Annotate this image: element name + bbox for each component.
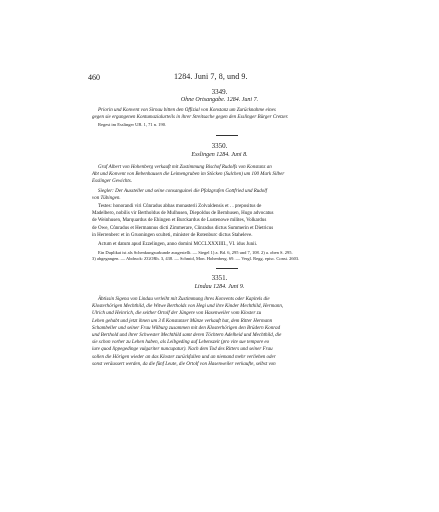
entry-regest <box>92 107 392 121</box>
regest-line: Klosterhörigen Mechthild, die Witwe Bertholds von Hegi und ihre Kinder Mechthild, Hermann, <box>92 304 284 310</box>
entry-separator <box>216 268 238 269</box>
regest-line: gegen sie ergangenen Kontumazialurteils in ihrer Streitsache gegen den Esslinger Bürger Cretzer. <box>92 115 289 121</box>
regest-line: Abt und Konvent von Bebenhausen die Leimengruben im Stöcken (Sulchen) um 100 Mark Silber <box>92 172 285 178</box>
regest-line: Esslinger Gewichts. <box>92 179 132 185</box>
regest-line: Graf Albert von Hohenberg verkauft mit Zustimmung Bischof Rudolfs von Konstanz an <box>98 165 272 170</box>
entry-notes <box>92 122 392 128</box>
note-line: Regest im Esslinger UB. 1, 71 n. 190. <box>98 122 167 127</box>
page-number: 460 <box>88 73 100 82</box>
regest-line: Lehen gehabt und jetzt ihnen um 3 ß Konstanzer Münze verkauft hat, dem Ritter Hermann <box>92 318 273 324</box>
note-line: Ein Duplikat ist als Schenkungsurkunde ausgestellt. — Siegel 1) a. Bd. 6, 295 und 7, 108. 2) a. oben S. 295. <box>98 250 293 255</box>
regest-line: Schambeller und seiner Frau Wilburg zusammen mit den Klosterhörigen den Brüdern Konrad <box>92 325 281 331</box>
testes-line: de Weinhusen, Marquardus de Ehingen et Burckardus de Lustenowe milites, Volkardus <box>92 218 267 224</box>
entry-siegler <box>92 188 392 202</box>
entry-dateline: Esslingen 1284. Juni 8. <box>191 152 248 158</box>
testes-line: Testes: honorandi viri Cůnradus abbas monasterii Zolvaldensis et . . prepositus de <box>98 204 262 209</box>
testes-line: de Owe, Cůnradus et Hermannus dicti Zimmerare, Cůnradus dictus Summerin et Dietricus <box>92 225 274 231</box>
regest-line: sonst veräussert werden, da die fünf Leute, die Ortolf von Hasenweiler verkaufte, selbst von <box>92 361 276 367</box>
siegler-line: von Tübingen. <box>92 196 121 202</box>
entry-testes <box>92 203 392 239</box>
entry-regest <box>92 296 392 368</box>
running-title: 1284. Juni 7, 8, und 9. <box>174 72 248 81</box>
testes-line: Madelbero, nobilis vir Bertholdus de Mulhusen, Diepoldus de Bernhusen, Hugo advocatus <box>92 211 274 217</box>
entry-regest <box>92 164 392 186</box>
regest-line: Priorin und Konvent von Sirnau bitten den Offizial von Konstanz um Zurücknahme eines <box>98 108 276 113</box>
siegler-line: Siegler: Der Aussteller und seine consanguinei die Pfalzgrafen Gottfried und Rudolf <box>98 189 268 194</box>
entry-number: 3349. <box>211 88 228 96</box>
regest-line: sollen die Hörigen wieder an das Kloster zurückfallen und an niemand mehr verliehen oder <box>92 354 276 360</box>
testes-line: in Herrenberc et in Gruoningen sculteti, minister de Rotenburc dictus Staheleve. <box>92 232 253 238</box>
regest-line: Ulrich und Heinrich, die seither Ortolf der Jüngere von Hasenweiler vom Kloster zu <box>92 311 262 317</box>
entry-number: 3350. <box>211 142 228 150</box>
regest-line: sie schon vorher zu Lehen haben, als Leibgeding auf Lebenszeit (pro vite sue tempore eo <box>92 340 270 346</box>
regest-line: und Berthold und ihrer Schwester Mechthild samt deren Töchtern Adelheid und Mechthild, die <box>92 333 282 339</box>
regest-line: Äbtissin Sigena von Lindau verleiht mit Zustimmung ihres Konvents oder Kapitels die <box>98 297 270 302</box>
entry-dateline: Ohne Ortsangabe. 1284. Juni 7. <box>180 97 259 103</box>
regest-line: iure quod lippegedinge vulgariter nuncupatur). Nach dem Tod des Ritters und seiner Frau <box>92 347 273 353</box>
entry-number: 3351. <box>211 274 228 282</box>
actum-line: Actum et datum apud Ezzelingen, anno domini MCCLXXXIIII., VI. idus Junii. <box>98 242 258 247</box>
entry-notes <box>92 250 392 263</box>
note-line: 3) abgegangen. — Abdruck: ZGORh. 3, 438. — Schmid, Mon. Hohenberg. 69. — Vergl. Regg. episc. Const. 2603. <box>92 256 300 262</box>
entry-separator <box>216 135 238 136</box>
entry-actum <box>92 241 392 248</box>
entry-dateline: Lindau 1284. Juni 9. <box>194 284 245 290</box>
